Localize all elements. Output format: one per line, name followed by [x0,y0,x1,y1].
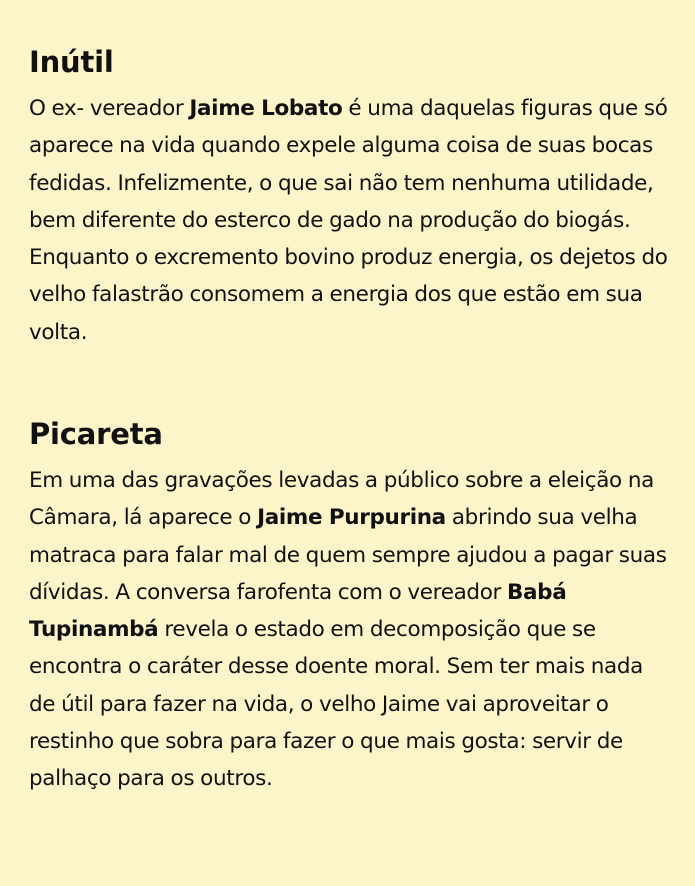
body-name-highlight: Babá Tupinambá [29,579,567,643]
article-body [29,462,669,798]
body-text: O ex- vereador [29,96,190,121]
article-picareta [29,414,669,798]
body-name-highlight: Jaime Lobato [189,96,343,121]
article-title: Inútil [29,45,114,79]
body-text: Em uma das gravações levadas a público sobre a eleição na Câmara, lá aparece o [29,468,654,531]
article-title: Picareta [29,417,163,451]
body-text: abrindo sua velha matraca para falar mal de quem sempre ajudou a pagar suas dívidas. A conversa farofenta com o vereador [29,505,667,605]
body-name-highlight: Jaime Purpurina [257,505,446,531]
article-inutil [29,42,669,351]
body-text: é uma daquelas figuras que só aparece na vida quando expele alguma coisa de suas bocas fedidas. Infelizmente, o que sai não tem nenhuma utilidade, bem diferente do esterco de gado na produção do biogás. Enquanto o excremento bovino produz energia, os dejetos do velho falastrão consomem a energia dos que estão em sua volta. [29,96,668,345]
article-body [29,90,669,351]
body-text: revela o estado em decomposição que se encontra o caráter desse doente moral. Sem ter mais nada de útil para fazer na vida, o velho Jaime vai aproveitar o restinho que sobra para fazer o que mais gosta: servir de palhaço para os outros. [29,617,643,792]
